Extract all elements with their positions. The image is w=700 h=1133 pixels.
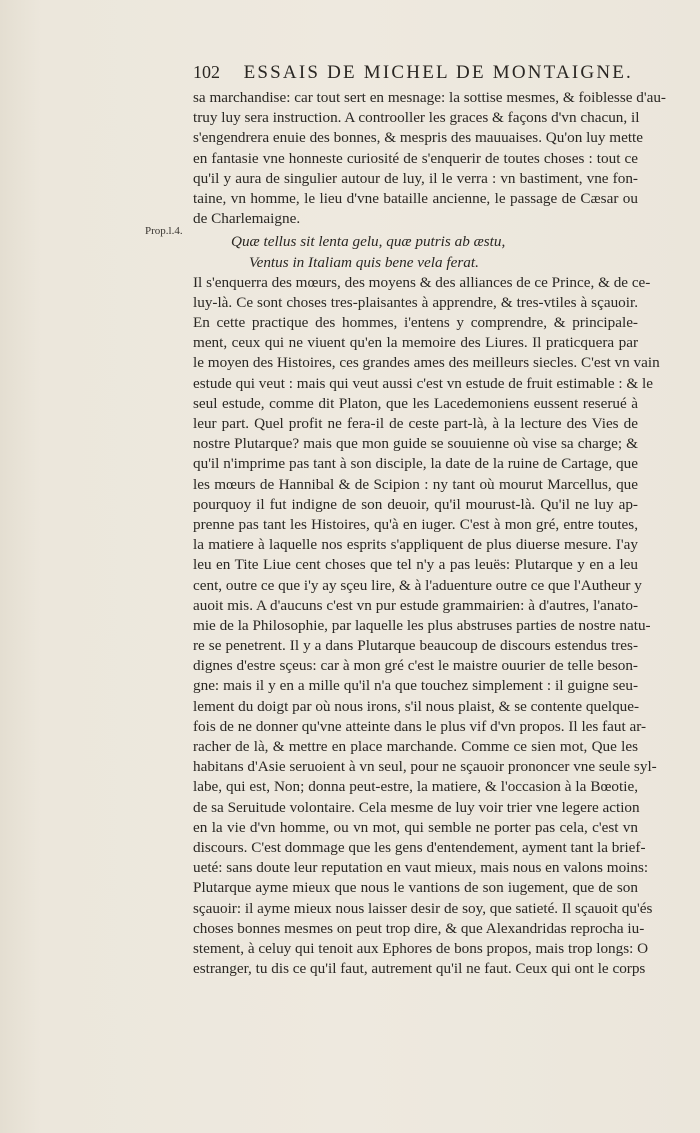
text-line: gne: mais il y en a mille qu'il n'a que touchez simplement : il guigne seu- <box>193 677 638 695</box>
text-line: Il s'enquerra des mœurs, des moyens & des alliances de ce Prince, & de ce- <box>193 273 651 291</box>
text-line: labe, qui est, Non; donna peut-estre, la matiere, & l'occasion à la Bœotie, <box>193 778 638 796</box>
text-line: Plutarque ayme mieux que nous le vantions de son iugement, que de son <box>193 879 638 897</box>
text-line: sçauoir: il ayme mieux nous laisser desir de soy, que satieté. Il sçauoit qu'és <box>193 899 653 917</box>
text-line: leu en Tite Liue cent choses que tel n'y a pas leuës: Plutarque y en a leu <box>193 556 638 574</box>
running-title: ESSAIS DE MICHEL DE MONTAIGNE. <box>243 62 633 83</box>
page-header <box>193 62 633 84</box>
text-line: En cette practique des hommes, i'entens y comprendre, & principale- <box>193 314 638 332</box>
text-line: en la vie d'vn homme, ou vn mot, qui semble ne porter pas cela, c'est vn <box>193 818 638 836</box>
text-line: auoit mis. A d'aucuns c'est vn pur estude grammairien: à d'autres, l'anato- <box>193 596 638 614</box>
text-line: stement, à celuy qui tenoit aux Ephores de bons propos, mais trop longs: O <box>193 939 649 957</box>
text-line: dignes d'estre sçeus: car à mon gré c'est le maistre ouurier de telle beson- <box>193 657 638 675</box>
text-line: fois de ne donner qu'vne atteinte dans le plus vif d'vn propos. Il les faut ar- <box>193 717 647 735</box>
text-line: s'engendrera enuie des bonnes, & mespris des mauuaises. Qu'on luy mette <box>193 129 644 147</box>
verse-line: Quæ tellus sit lenta gelu, quæ putris ab æstu, <box>231 233 506 251</box>
text-line: racher de là, & mettre en place marchande. Comme ce sien mot, Que les <box>193 738 638 755</box>
text-line: habitans d'Asie seruoient à vn seul, pour ne sçauoir prononcer vne seule syl- <box>193 758 657 776</box>
text-line: estude qui veut : mais qui veut aussi c'est vn estude de fruit estimable : & le <box>193 374 653 392</box>
text-line: prenne pas tant les Histoires, qu'à en iuger. C'est à mon gré, entre toutes, <box>193 515 638 533</box>
text-line: luy-là. Ce sont choses tres-plaisantes à apprendre, & tres-vtiles à sçauoir. <box>193 293 638 311</box>
text-line: en fantasie vne honneste curiosité de s'enquerir de toutes choses : tout ce <box>193 149 638 167</box>
text-line: truy luy sera instruction. A controoller les graces & façons d'vn chacun, il <box>193 109 640 127</box>
text-line: mie de la Philosophie, par laquelle les plus abstruses parties de nostre natu- <box>193 616 651 634</box>
text-line: re se penetrent. Il y a dans Plutarque beaucoup de discours estendus tres- <box>193 637 638 655</box>
text-line: ueté: sans doute leur reputation en vaut mieux, mais nous en valons moins: <box>193 859 649 877</box>
text-line: taine, vn homme, le lieu d'vne bataille ancienne, le passage de Cæsar ou <box>193 189 638 207</box>
text-line: choses bonnes mesmes on peut trop dire, & que Alexandridas reprocha iu- <box>193 919 645 937</box>
text-line: leur part. Quel profit ne fera-il de ceste part-là, à la lecture des Vies de <box>193 415 638 432</box>
verse-line: Ventus in Italiam quis bene vela ferat. <box>249 253 479 271</box>
body-text <box>193 88 666 979</box>
text-line: cent, outre ce que i'y ay sçeu lire, & à l'aduenture outre ce que l'Autheur y <box>193 576 642 594</box>
text-line: les mœurs de Hannibal & de Scipion : ny tant où mourut Marcellus, que <box>193 475 638 493</box>
text-line: de Charlemaigne. <box>193 210 301 228</box>
text-line: la matiere à laquelle nos esprits s'appliquent de plus diuerse mesure. I'ay <box>193 536 638 554</box>
page-number: 102 <box>193 62 220 82</box>
text-line: pourquoy il fut indigne de son deuoir, qu'il mourust-là. Qu'il ne luy ap- <box>193 495 638 513</box>
text-line: discours. C'est dommage que les gens d'entendement, ayment tant la brief- <box>193 838 646 856</box>
text-line: qu'il y aura de singulier autour de luy, il le verra : vn bastiment, vne fon- <box>193 169 638 187</box>
margin-note: Prop.l.4. <box>145 225 183 237</box>
text-line: qu'il n'imprime pas tant à son disciple, la date de la ruine de Cartage, que <box>193 455 638 473</box>
text-line: ment, ceux qui ne viuent qu'en la memoire des Liures. Il praticquera par <box>193 334 638 352</box>
text-line: de sa Seruitude volontaire. Cela mesme de luy voir trier vne legere action <box>193 798 640 816</box>
text-line: nostre Plutarque? mais que mon guide se souuienne où vise sa charge; & <box>193 435 638 453</box>
text-line: lement du doigt par où nous irons, s'il nous plaist, & se contente quelque- <box>193 697 640 715</box>
text-line: le moyen des Histoires, ces grandes ames des meilleurs siecles. C'est vn vain <box>193 354 660 372</box>
text-line: sa marchandise: car tout sert en mesnage: la sottise mesmes, & foiblesse d'au- <box>193 89 666 106</box>
text-line: estranger, tu dis ce qu'il faut, autrement qu'il ne faut. Ceux qui ont le corps <box>193 960 646 978</box>
text-line: seul estude, comme dit Platon, que les Lacedemoniens eussent reserué à <box>193 394 638 412</box>
